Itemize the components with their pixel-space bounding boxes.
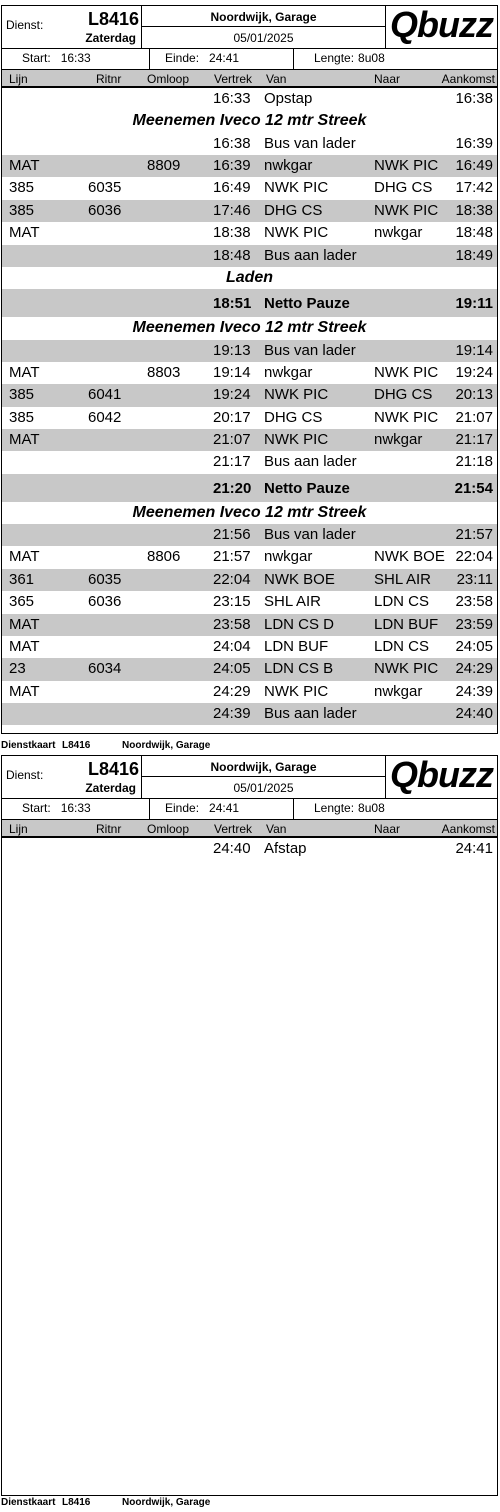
cell-lijn: 23 bbox=[9, 660, 26, 678]
einde-cell bbox=[150, 798, 294, 819]
cell-lijn: 365 bbox=[9, 593, 35, 611]
page-footer-2 bbox=[0, 1497, 500, 1509]
cell-aankomst: 23:59 bbox=[455, 615, 493, 633]
cell-aankomst: 24:05 bbox=[455, 637, 493, 655]
cell-aankomst: 21:18 bbox=[455, 453, 493, 471]
cell-van: NWK PIC bbox=[264, 386, 329, 404]
cell-vertrek: 23:58 bbox=[213, 615, 251, 633]
cell-naar: NWK PIC bbox=[374, 157, 439, 175]
cell-naar: LDN CS bbox=[374, 637, 430, 655]
cell-aankomst: 19:14 bbox=[455, 341, 493, 359]
trip-row bbox=[2, 155, 497, 177]
cell-aankomst: 18:38 bbox=[455, 201, 493, 219]
cell-vertrek: 24:39 bbox=[213, 704, 251, 722]
trip-row bbox=[2, 681, 497, 703]
cell-aankomst: 24:41 bbox=[455, 840, 493, 857]
qbuzz-logo bbox=[386, 756, 499, 798]
cell-van: LDN BUF bbox=[264, 637, 329, 655]
cell-van: NWK BOE bbox=[264, 570, 335, 588]
col-ritnr: Ritnr bbox=[96, 822, 122, 836]
location-name: Noordwijk, Garage bbox=[142, 760, 385, 777]
cell-vertrek: 20:17 bbox=[213, 408, 251, 426]
trip-row bbox=[2, 591, 497, 613]
cell-van: Netto Pauze bbox=[264, 295, 350, 313]
cell-vertrek: 22:04 bbox=[213, 570, 251, 588]
cell-aankomst: 23:58 bbox=[455, 593, 493, 611]
cell-van: Bus aan lader bbox=[264, 704, 357, 722]
page-footer-1 bbox=[0, 740, 500, 752]
cell-aankomst: 16:38 bbox=[455, 90, 493, 107]
col-naar: Naar bbox=[374, 822, 401, 836]
cell-aankomst: 21:07 bbox=[455, 408, 493, 426]
section-heading-text: Laden bbox=[225, 268, 274, 286]
cell-van: Bus van lader bbox=[264, 134, 356, 152]
cell-vertrek: 18:48 bbox=[213, 246, 251, 264]
trip-row bbox=[2, 222, 497, 244]
cell-vertrek: 16:49 bbox=[213, 179, 251, 197]
cell-aankomst: 21:57 bbox=[455, 526, 493, 544]
cell-van: Bus van lader bbox=[264, 341, 356, 359]
cell-van: nwkgar bbox=[264, 548, 313, 566]
section-heading-text: Meenemen Iveco 12 mtr Streek bbox=[132, 112, 367, 130]
cell-aankomst: 24:29 bbox=[455, 660, 493, 678]
location-cell bbox=[142, 756, 386, 798]
col-van: Van bbox=[266, 822, 287, 836]
cell-van: Opstap bbox=[264, 90, 313, 107]
cell-vertrek: 19:24 bbox=[213, 386, 251, 404]
cell-naar: NWK BOE bbox=[374, 548, 445, 566]
col-naar: Naar bbox=[374, 72, 401, 86]
cell-lijn: MAT bbox=[9, 548, 40, 566]
cell-vertrek: 16:39 bbox=[213, 157, 251, 175]
trip-row bbox=[2, 362, 497, 384]
cell-aankomst: 20:13 bbox=[455, 386, 493, 404]
trip-row bbox=[2, 177, 497, 199]
cell-lijn: 385 bbox=[9, 201, 35, 219]
cell-van: DHG CS bbox=[264, 408, 323, 426]
cell-aankomst: 24:39 bbox=[455, 682, 493, 700]
trip-row bbox=[2, 524, 497, 546]
lengte-label: Lengte: bbox=[314, 801, 355, 815]
schedule-rows bbox=[2, 88, 497, 725]
trip-row bbox=[2, 384, 497, 406]
header-times bbox=[2, 798, 497, 820]
col-omloop: Omloop bbox=[147, 822, 190, 836]
footer-label: Dienstkaart bbox=[1, 740, 56, 751]
cell-aankomst: 19:24 bbox=[455, 363, 493, 381]
cell-vertrek: 19:14 bbox=[213, 363, 251, 381]
footer-dienst: L8416 bbox=[62, 740, 91, 751]
trip-row bbox=[2, 703, 497, 725]
dienst-number: L8416 bbox=[87, 9, 139, 29]
cell-ritnr: 6036 bbox=[88, 593, 122, 611]
trip-row bbox=[2, 546, 497, 568]
cell-lijn: MAT bbox=[9, 615, 40, 633]
cell-aankomst: 18:49 bbox=[455, 246, 493, 264]
cell-aankomst: 22:04 bbox=[455, 548, 493, 566]
cell-naar: SHL AIR bbox=[374, 570, 431, 588]
cell-naar: LDN BUF bbox=[374, 615, 439, 633]
cell-van: NWK PIC bbox=[264, 179, 329, 197]
einde-time: 24:41 bbox=[209, 801, 240, 815]
cell-vertrek: 21:56 bbox=[213, 526, 251, 544]
cell-naar: DHG CS bbox=[374, 386, 433, 404]
lengte-cell bbox=[294, 798, 499, 819]
header-top bbox=[2, 756, 497, 799]
cell-aankomst: 17:42 bbox=[455, 179, 493, 197]
cell-omloop: 8806 bbox=[147, 548, 181, 566]
footer-location: Noordwijk, Garage bbox=[122, 1497, 211, 1508]
cell-vertrek: 16:33 bbox=[213, 90, 251, 107]
cell-van: nwkgar bbox=[264, 157, 313, 175]
service-date: 05/01/2025 bbox=[233, 31, 294, 45]
cell-vertrek: 21:57 bbox=[213, 548, 251, 566]
start-label: Start: bbox=[22, 51, 51, 65]
cell-naar: nwkgar bbox=[374, 682, 423, 700]
start-cell bbox=[2, 48, 150, 69]
location-cell bbox=[142, 6, 386, 48]
cell-lijn: MAT bbox=[9, 682, 40, 700]
cell-vertrek: 24:40 bbox=[213, 840, 251, 857]
section-heading-text: Meenemen Iveco 12 mtr Streek bbox=[132, 503, 367, 521]
cell-vertrek: 21:20 bbox=[213, 479, 252, 497]
footer-location: Noordwijk, Garage bbox=[122, 740, 211, 751]
logo-text: Qbuzz bbox=[390, 754, 493, 795]
location-name: Noordwijk, Garage bbox=[142, 10, 385, 27]
cell-van: SHL AIR bbox=[264, 593, 321, 611]
header-times bbox=[2, 48, 497, 70]
column-header bbox=[2, 820, 497, 838]
dienst-number: L8416 bbox=[87, 759, 139, 779]
einde-label: Einde: bbox=[165, 801, 200, 815]
cell-ritnr: 6034 bbox=[88, 660, 122, 678]
cell-van: LDN CS D bbox=[264, 615, 335, 633]
col-van: Van bbox=[266, 72, 287, 86]
cell-lijn: 385 bbox=[9, 408, 35, 426]
cell-lijn: MAT bbox=[9, 157, 40, 175]
cell-aankomst: 24:40 bbox=[455, 704, 493, 722]
footer-label: Dienstkaart bbox=[1, 1497, 56, 1508]
start-time: 16:33 bbox=[60, 801, 91, 815]
dienst-day: Zaterdag bbox=[85, 31, 136, 45]
lengte-value: 8u08 bbox=[358, 51, 385, 65]
section-heading bbox=[2, 317, 497, 339]
cell-omloop: 8803 bbox=[147, 363, 181, 381]
cell-van: Bus aan lader bbox=[264, 246, 357, 264]
cell-ritnr: 6041 bbox=[88, 386, 122, 404]
cell-van: NWK PIC bbox=[264, 431, 329, 449]
cell-aankomst: 19:11 bbox=[455, 295, 493, 313]
cell-aankomst: 16:49 bbox=[455, 157, 493, 175]
cell-van: Afstap bbox=[264, 840, 307, 857]
cell-vertrek: 23:15 bbox=[213, 593, 251, 611]
cell-aankomst: 23:11 bbox=[456, 570, 493, 588]
cell-lijn: MAT bbox=[9, 224, 40, 242]
cell-ritnr: 6035 bbox=[88, 179, 122, 197]
dienst-cell bbox=[2, 6, 142, 48]
cell-lijn: 385 bbox=[9, 386, 35, 404]
cell-vertrek: 24:04 bbox=[213, 637, 251, 655]
cell-ritnr: 6042 bbox=[88, 408, 122, 426]
col-omloop: Omloop bbox=[147, 72, 190, 86]
col-lijn: Lijn bbox=[9, 822, 28, 836]
cell-van: Bus aan lader bbox=[264, 453, 357, 471]
lengte-value: 8u08 bbox=[358, 801, 385, 815]
col-vertrek: Vertrek bbox=[214, 822, 253, 836]
start-cell bbox=[2, 798, 150, 819]
cell-vertrek: 17:46 bbox=[213, 201, 251, 219]
pause-row bbox=[2, 289, 497, 317]
dienst-day: Zaterdag bbox=[85, 781, 136, 795]
cell-lijn: MAT bbox=[9, 363, 40, 381]
cell-lijn: 361 bbox=[9, 570, 35, 588]
cell-vertrek: 18:51 bbox=[213, 295, 252, 313]
logo-text: Qbuzz bbox=[390, 4, 493, 45]
cell-naar: NWK PIC bbox=[374, 201, 439, 219]
trip-row bbox=[2, 614, 497, 636]
cell-van: NWK PIC bbox=[264, 682, 329, 700]
service-date: 05/01/2025 bbox=[233, 781, 294, 795]
einde-time: 24:41 bbox=[209, 51, 240, 65]
cell-vertrek: 16:38 bbox=[213, 134, 251, 152]
dienst-label: Dienst: bbox=[6, 768, 44, 782]
section-heading bbox=[2, 110, 497, 132]
trip-row bbox=[2, 88, 497, 110]
dienstkaart-page-2 bbox=[1, 755, 498, 1496]
einde-label: Einde: bbox=[165, 51, 200, 65]
cell-aankomst: 21:17 bbox=[455, 431, 493, 449]
trip-row bbox=[2, 636, 497, 658]
cell-van: Bus van lader bbox=[264, 526, 356, 544]
section-heading bbox=[2, 502, 497, 524]
cell-aankomst: 16:39 bbox=[455, 134, 493, 152]
column-header bbox=[2, 70, 497, 88]
footer-dienst: L8416 bbox=[62, 1497, 91, 1508]
cell-lijn: MAT bbox=[9, 431, 40, 449]
cell-naar: LDN CS bbox=[374, 593, 430, 611]
trip-row bbox=[2, 569, 497, 591]
lengte-label: Lengte: bbox=[314, 51, 355, 65]
cell-lijn: 385 bbox=[9, 179, 35, 197]
cell-naar: nwkgar bbox=[374, 224, 423, 242]
lengte-cell bbox=[294, 48, 499, 69]
trip-row bbox=[2, 407, 497, 429]
dienstkaart-page-1 bbox=[1, 5, 498, 734]
cell-ritnr: 6036 bbox=[88, 201, 122, 219]
cell-naar: NWK PIC bbox=[374, 408, 439, 426]
section-heading bbox=[2, 267, 497, 289]
schedule-rows bbox=[2, 838, 497, 860]
col-vertrek: Vertrek bbox=[214, 72, 253, 86]
cell-omloop: 8809 bbox=[147, 157, 181, 175]
cell-ritnr: 6035 bbox=[88, 570, 122, 588]
trip-row bbox=[2, 429, 497, 451]
trip-row bbox=[2, 133, 497, 155]
col-aankomst: Aankomst bbox=[441, 72, 495, 86]
cell-aankomst: 21:54 bbox=[454, 479, 493, 497]
cell-vertrek: 24:05 bbox=[213, 660, 251, 678]
qbuzz-logo bbox=[386, 6, 499, 48]
cell-naar: DHG CS bbox=[374, 179, 433, 197]
cell-vertrek: 24:29 bbox=[213, 682, 251, 700]
pause-row bbox=[2, 474, 497, 502]
cell-vertrek: 21:07 bbox=[213, 431, 251, 449]
start-label: Start: bbox=[22, 801, 51, 815]
trip-row bbox=[2, 658, 497, 680]
cell-van: LDN CS B bbox=[264, 660, 334, 678]
cell-naar: NWK PIC bbox=[374, 660, 439, 678]
cell-naar: nwkgar bbox=[374, 431, 423, 449]
trip-row bbox=[2, 200, 497, 222]
col-aankomst: Aankomst bbox=[441, 822, 495, 836]
col-ritnr: Ritnr bbox=[96, 72, 122, 86]
col-lijn: Lijn bbox=[9, 72, 28, 86]
cell-van: NWK PIC bbox=[264, 224, 329, 242]
cell-vertrek: 18:38 bbox=[213, 224, 251, 242]
cell-naar: NWK PIC bbox=[374, 363, 439, 381]
trip-row bbox=[2, 340, 497, 362]
trip-row bbox=[2, 838, 497, 860]
header-top bbox=[2, 6, 497, 49]
cell-van: Netto Pauze bbox=[264, 479, 350, 497]
einde-cell bbox=[150, 48, 294, 69]
trip-row bbox=[2, 245, 497, 267]
cell-vertrek: 21:17 bbox=[213, 453, 251, 471]
dienst-cell bbox=[2, 756, 142, 798]
cell-aankomst: 18:48 bbox=[455, 224, 493, 242]
cell-lijn: MAT bbox=[9, 637, 40, 655]
trip-row bbox=[2, 451, 497, 473]
section-heading-text: Meenemen Iveco 12 mtr Streek bbox=[132, 319, 367, 337]
cell-vertrek: 19:13 bbox=[213, 341, 251, 359]
start-time: 16:33 bbox=[60, 51, 91, 65]
dienst-label: Dienst: bbox=[6, 18, 44, 32]
cell-van: DHG CS bbox=[264, 201, 323, 219]
cell-van: nwkgar bbox=[264, 363, 313, 381]
